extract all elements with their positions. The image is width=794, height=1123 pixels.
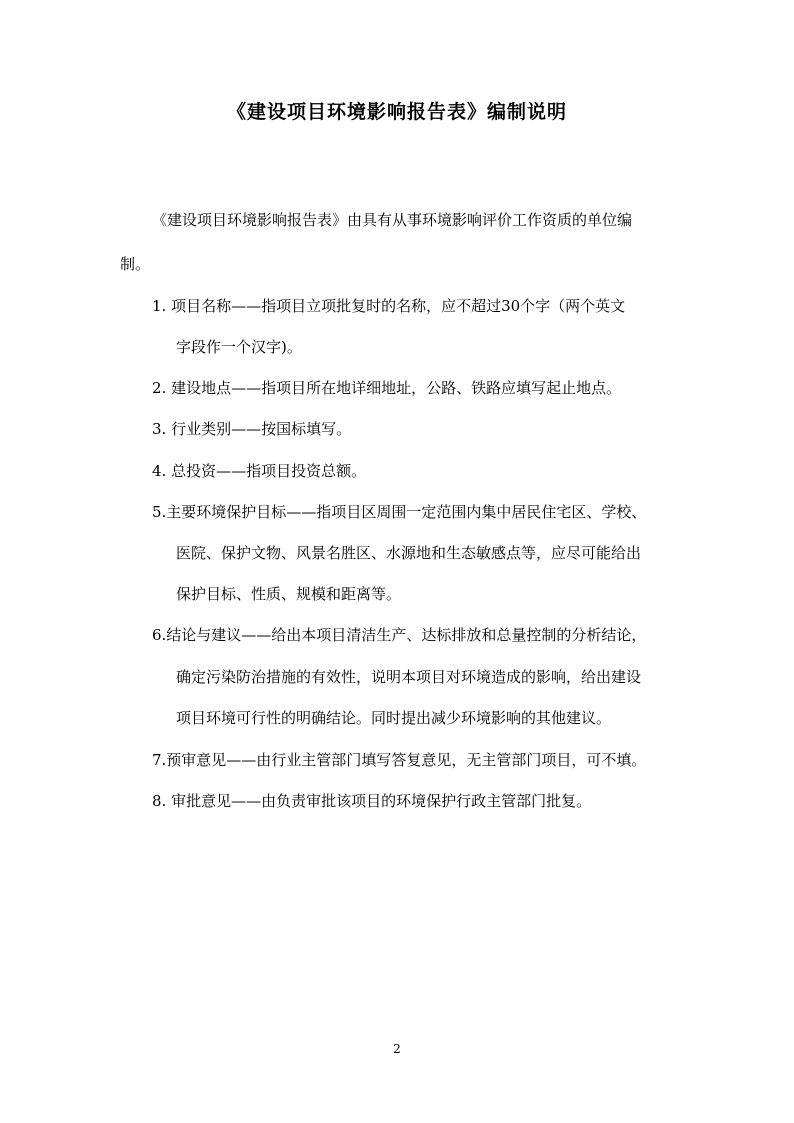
list-item-3-line-1: 3. 行业类别——按国标填写。	[152, 420, 352, 438]
list-item-6-line-2: 确定污染防治措施的有效性，说明本项目对环境造成的影响，给出建设	[176, 668, 642, 686]
list-item-5-line-1: 5.主要环境保护目标——指项目区周围一定范围内集中居民住宅区、学校、	[152, 503, 647, 521]
list-item-8-line-1: 8. 审批意见——由负责审批该项目的环境保护行政主管部门批复。	[152, 792, 592, 810]
list-item-7-line-1: 7.预审意见——由行业主管部门填写答复意见，无主管部门项目，可不填。	[152, 751, 647, 769]
list-item-5-line-2: 医院、保护文物、风景名胜区、水源地和生态敏感点等，应尽可能给出	[176, 544, 642, 562]
list-item-5-line-3: 保护目标、性质、规模和距离等。	[176, 585, 402, 603]
list-item-1-line-1: 1. 项目名称——指项目立项批复时的名称，应不超过30个字（两个英文	[152, 297, 626, 315]
list-item-2-line-1: 2. 建设地点——指项目所在地详细地址，公路、铁路应填写起止地点。	[152, 379, 622, 397]
list-item-6-line-1: 6.结论与建议——给出本项目清洁生产、达标排放和总量控制的分析结论，	[152, 626, 647, 644]
page-number: 2	[393, 1042, 401, 1056]
intro-paragraph-line-1: 《建设项目环境影响报告表》由具有从事环境影响评价工作资质的单位编	[152, 211, 633, 229]
intro-paragraph-line-2: 制。	[120, 255, 151, 273]
list-item-1-line-2: 字段作一个汉字)。	[176, 338, 302, 356]
list-item-6-line-3: 项目环境可行性的明确结论。同时提出减少环境影响的其他建议。	[176, 709, 612, 727]
list-item-4-line-1: 4. 总投资——指项目投资总额。	[152, 462, 367, 480]
document-title: 《建设项目环境影响报告表》编制说明	[226, 101, 567, 123]
